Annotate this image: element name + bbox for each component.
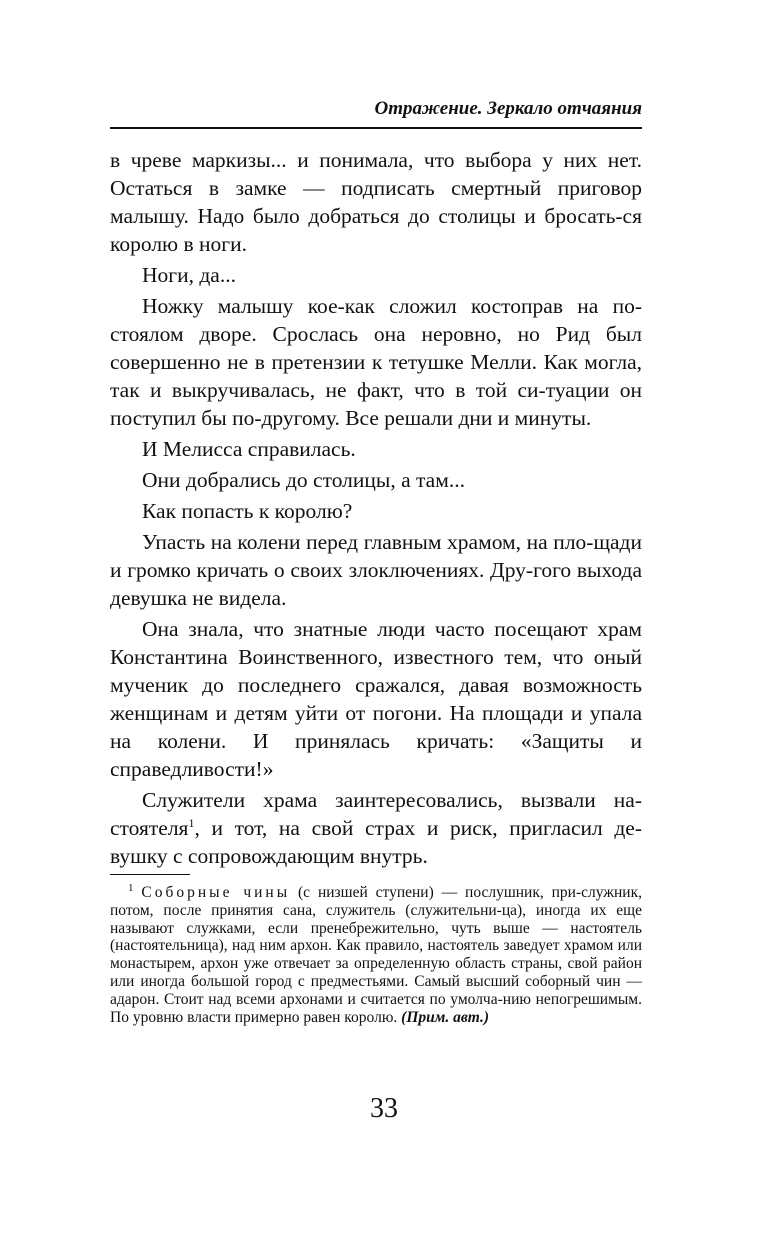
paragraph: в чреве маркизы... и понимала, что выбора у них нет. Остаться в замке — подписать смертный приговор малышу. Надо было добраться до столицы и бросать-ся королю в ноги. <box>110 148 642 256</box>
footnote-body: (с низшей ступени) — послушник, при-служник, потом, после принятия сана, служитель (служительни-ца), иногда их еще называют служками, если пренебрежительно, чуть выше — настоятель (настоятельница), над ним архон. Как правило, настоятель заведует храмом или монастырем, архон уже отвечает за определенную область страны, свой район или иногда большой город с предместьями. Самый высший соборный чин — адарон. Стоит над всеми архонами и считается по умолча-нию непогрешимым. По уровню власти примерно равен королю. <box>110 884 642 1026</box>
footnote-term: Соборные чины <box>141 884 291 901</box>
footnote-text <box>110 881 642 1026</box>
footnote-number: 1 <box>128 881 134 894</box>
paragraph: Как попасть к королю? <box>142 499 353 523</box>
footnote-reference[interactable]: 1 <box>188 815 195 830</box>
footnote-author-note: (Прим. авт.) <box>401 1008 490 1026</box>
paragraph: Она знала, что знатные люди часто посещают храм Константина Воинственного, известного тем, что оный мученик до последнего сражался, давая возможность женщинам и детям уйти от погони. На площади и упала на колени. И принялась кричать: «Защиты и справедливости!» <box>110 617 642 781</box>
paragraph: Ножку малышу кое-как сложил костоправ на по-стоялом дворе. Срослась она неровно, но Рид был совершенно не в претензии к тетушке Мелли. Как могла, так и выкручивалась, не факт, что в той си-туации он поступил бы по-другому. Все решали дни и минуты. <box>110 294 642 430</box>
paragraph <box>110 786 642 870</box>
footnote-rule <box>110 874 190 875</box>
page-number: 33 <box>370 1093 398 1124</box>
paragraph: И Мелисса справилась. <box>142 437 356 461</box>
paragraph: Упасть на колени перед главным храмом, на пло-щади и громко кричать о своих злоключениях. Дру-гого выхода девушка не видела. <box>110 530 642 610</box>
running-title: Отражение. Зеркало отчаяния <box>374 98 642 119</box>
paragraph: Они добрались до столицы, а там... <box>142 468 465 492</box>
paragraph: Ноги, да... <box>142 263 236 287</box>
paragraph-text: Служители храма заинтересовались, вызвали на-стоятеля <box>110 788 642 840</box>
paragraph-text: , и тот, на свой страх и риск, пригласил де-вушку с сопровождающим внутрь. <box>110 816 642 868</box>
header-rule <box>110 127 642 129</box>
footnote <box>110 881 642 1026</box>
body-text <box>110 146 642 870</box>
